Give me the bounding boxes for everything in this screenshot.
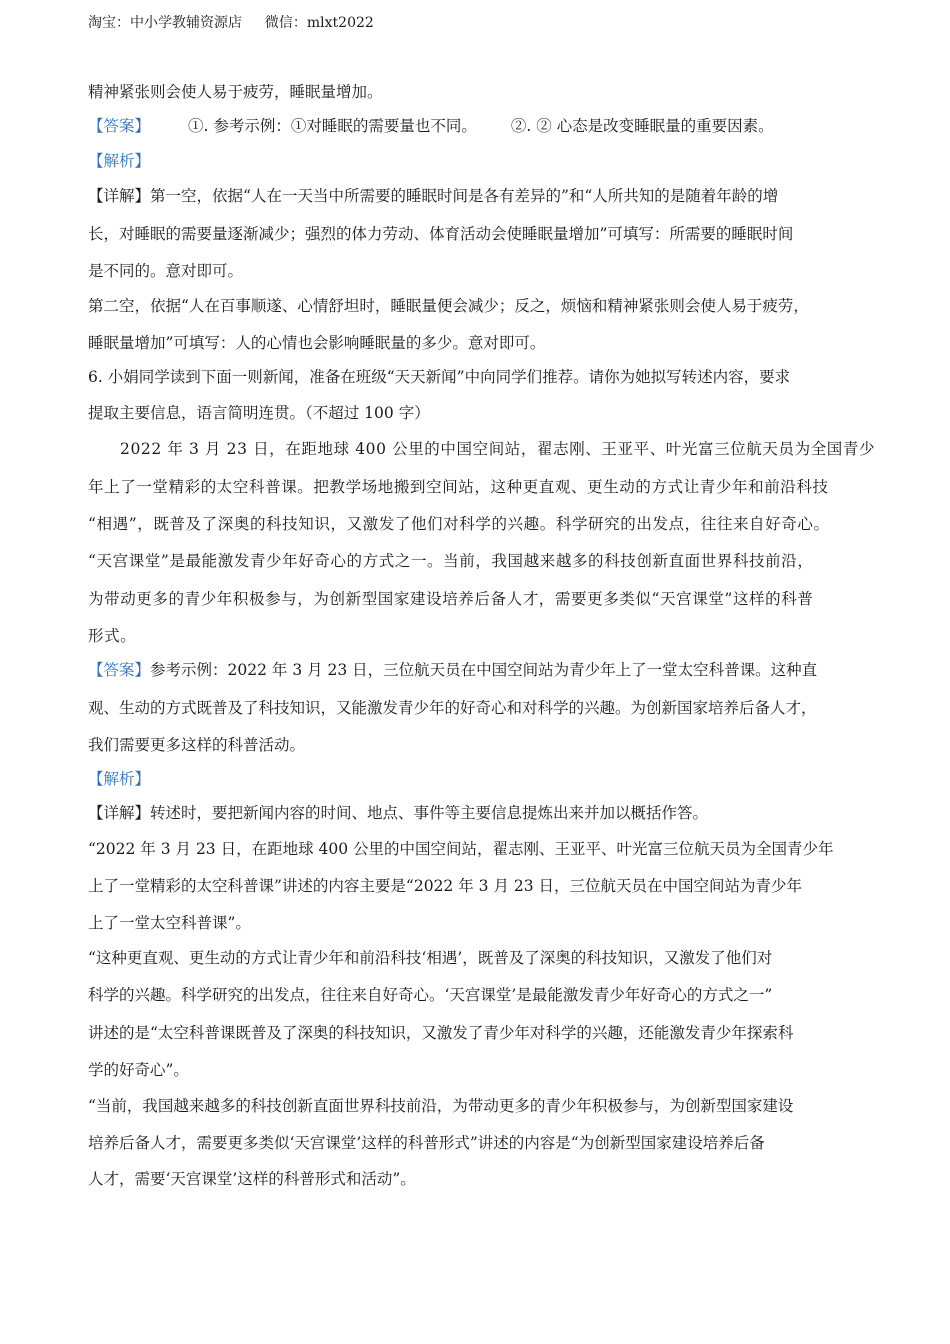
news-line-1: 2022 年 3 月 23 日，在距地球 400 公里的中国空间站，翟志刚、王亚平、叶光富三位航天员为全国青少 bbox=[120, 440, 876, 458]
q6-detail-line-4: “这种更直观、更生动的方式让青少年和前沿科技‘相遇’，既普及了深奥的科技知识，又激发了他们对 bbox=[88, 949, 773, 967]
q6-detail-line-6: 讲述的是“太空科普课既普及了深奥的科技知识，又激发了青少年对科学的兴趣，还能激发青少年探索科 bbox=[88, 1024, 794, 1042]
q6-stem-line-1: 6. 小娟同学读到下面一则新闻，准备在班级“天天新闻”中向同学们推荐。请你为她拟写转述内容，要求 bbox=[88, 368, 791, 386]
q6-detail-line-9: 培养后备人才，需要更多类似‘天宫课堂’这样的科普形式”讲述的内容是“为创新型国家建设培养后备 bbox=[88, 1134, 765, 1152]
q6-answer-text-1: 参考示例：2022 年 3 月 23 日，三位航天员在中国空间站为青少年上了一堂太空科普课。这种直 bbox=[150, 661, 818, 679]
q6-detail-line-1: “2022 年 3 月 23 日，在距地球 400 公里的中国空间站，翟志刚、王亚平、叶光富三位航天员为全国青少年 bbox=[88, 840, 834, 858]
q6-detail-line-8: “当前，我国越来越多的科技创新直面世界科技前沿，为带动更多的青少年积极参与，为创新型国家建设 bbox=[88, 1097, 794, 1115]
q6-detail-label: 【详解】 bbox=[88, 804, 151, 822]
news-line-3: “相遇”，既普及了深奥的科技知识，又激发了他们对科学的兴趣。科学研究的出发点，往往来自好奇心。 bbox=[88, 515, 830, 533]
q6-answer-line-1 bbox=[88, 660, 817, 680]
q6-answer-line-2: 观、生动的方式既普及了科技知识，又能激发青少年的好奇心和对科学的兴趣。为创新国家培养后备人才， bbox=[88, 699, 817, 717]
q5-detail-text-1: 第一空，依据“人在一天当中所需要的睡眠时间是各有差异的”和“人所共知的是随着年龄的增 bbox=[150, 187, 779, 205]
q5-detail-line-2: 长，对睡眠的需要量逐渐减少；强烈的体力劳动、体育活动会使睡眠量增加”可填写：所需要的睡眠时间 bbox=[88, 225, 794, 243]
q5-answer-line bbox=[88, 116, 774, 136]
q5-analysis-label: 【解析】 bbox=[88, 152, 151, 170]
page-header bbox=[88, 13, 374, 33]
q5-detail-line-5: 睡眠量增加”可填写：人的心情也会影响睡眠量的多少。意对即可。 bbox=[88, 334, 546, 352]
header-wechat: 微信：mlxt2022 bbox=[264, 15, 374, 31]
news-line-4: “天宫课堂”是最能激发青少年好奇心的方式之一。当前，我国越来越多的科技创新直面世界科技前沿， bbox=[88, 552, 814, 570]
q5-continuation: 精神紧张则会使人易于疲劳，睡眠量增加。 bbox=[88, 83, 383, 101]
q5-answer-label: 【答案】 bbox=[88, 117, 151, 135]
q6-detail-line-2: 上了一堂精彩的太空科普课”讲述的内容主要是“2022 年 3 月 23 日，三位航天员在中国空间站为青少年 bbox=[88, 877, 803, 895]
q6-detail-intro: 转述时，要把新闻内容的时间、地点、事件等主要信息提炼出来并加以概括作答。 bbox=[150, 804, 709, 822]
q5-detail-label: 【详解】 bbox=[88, 187, 151, 205]
q6-analysis-label: 【解析】 bbox=[88, 770, 151, 788]
q6-detail-line-5: 科学的兴趣。科学研究的出发点，往往来自好奇心。‘天宫课堂’是最能激发青少年好奇心的方式之一” bbox=[88, 986, 773, 1004]
header-shop: 淘宝：中小学教辅资源店 bbox=[88, 15, 242, 31]
q6-stem-line-2: 提取主要信息，语言简明连贯。（不超过 100 字） bbox=[88, 404, 430, 422]
news-line-6: 形式。 bbox=[88, 627, 137, 645]
q5-answer-2: ②. ② 心态是改变睡眠量的重要因素。 bbox=[510, 117, 774, 135]
q6-answer-line-3: 我们需要更多这样的科普活动。 bbox=[88, 736, 306, 754]
q6-detail-line-7: 学的好奇心”。 bbox=[88, 1061, 189, 1079]
q5-answer-1: ①. 参考示例：①对睡眠的需要量也不同。 bbox=[188, 117, 477, 135]
q5-detail-line-3: 是不同的。意对即可。 bbox=[88, 262, 244, 280]
q6-detail-line-10: 人才，需要‘天宫课堂’这样的科普形式和活动”。 bbox=[88, 1170, 416, 1188]
q6-detail-intro-line bbox=[88, 803, 708, 823]
news-line-5: 为带动更多的青少年积极参与，为创新型国家建设培养后备人才，需要更多类似“天宫课堂”这样的科普 bbox=[88, 590, 814, 608]
q6-answer-label: 【答案】 bbox=[88, 661, 151, 679]
news-line-2: 年上了一堂精彩的太空科普课。把教学场地搬到空间站，这种更直观、更生动的方式让青少年和前沿科技 bbox=[88, 478, 829, 496]
q5-detail-line-4: 第二空，依据“人在百事顺遂、心情舒坦时，睡眠量便会减少；反之，烦恼和精神紧张则会使人易于疲劳， bbox=[88, 297, 809, 315]
q6-detail-line-3: 上了一堂太空科普课”。 bbox=[88, 914, 251, 932]
q5-detail-line-1 bbox=[88, 186, 778, 206]
